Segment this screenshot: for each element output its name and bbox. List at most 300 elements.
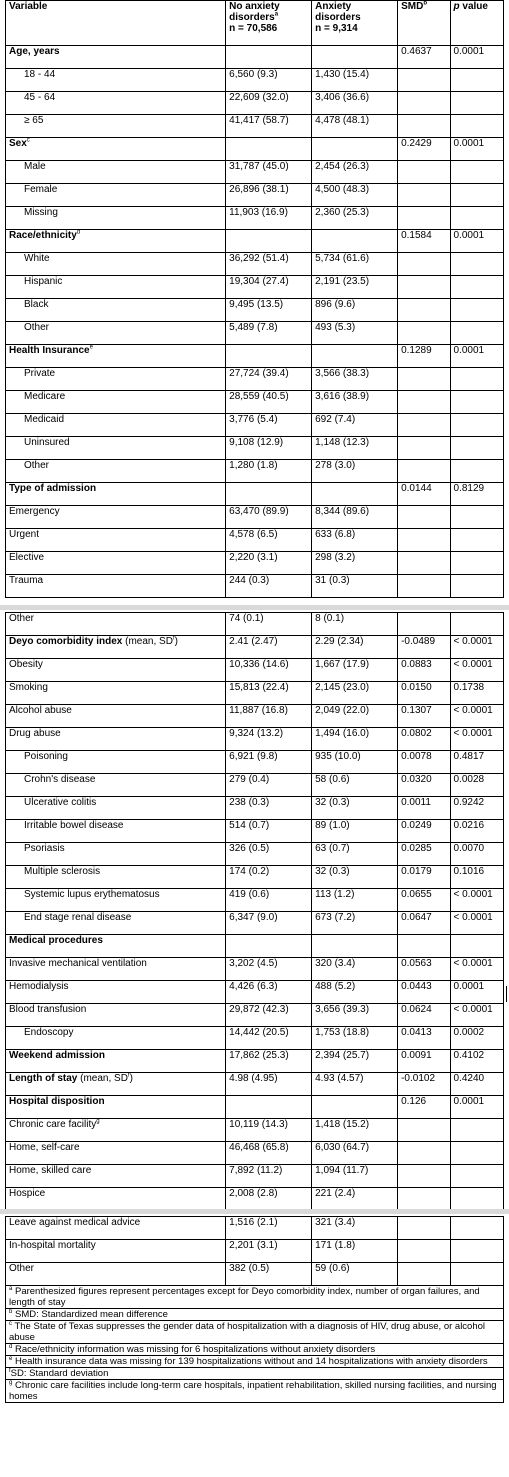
variable-cell — [6, 843, 226, 866]
table-row — [6, 1096, 504, 1119]
page-break — [0, 1209, 509, 1214]
anxiety-cell: 32 (0.3) — [312, 797, 398, 820]
variable-cell — [6, 46, 226, 69]
no-anxiety-cell: 11,903 (16.9) — [226, 207, 312, 230]
variable-cell — [6, 1073, 226, 1096]
variable-cell — [6, 958, 226, 981]
anxiety-cell: 5,734 (61.6) — [312, 253, 398, 276]
table-row — [6, 483, 504, 506]
smd-cell — [398, 1240, 450, 1263]
footnote-cell — [6, 1309, 504, 1321]
p-value-cell: < 0.0001 — [450, 912, 504, 935]
p-value-cell: 0.4240 — [450, 1073, 504, 1096]
smd-cell: 0.0179 — [398, 866, 450, 889]
variable-label: Leave against medical advice — [9, 1217, 141, 1228]
footnote-row — [6, 1286, 504, 1309]
table-row — [6, 889, 504, 912]
smd-cell — [398, 92, 450, 115]
margin-mark — [506, 986, 507, 1002]
anxiety-cell: 1,094 (11.7) — [312, 1165, 398, 1188]
no-anxiety-cell: 4,426 (6.3) — [226, 981, 312, 1004]
footnote-marker: a — [9, 1285, 13, 1292]
p-value-cell — [450, 529, 504, 552]
variable-label: Endoscopy — [24, 1027, 74, 1038]
no-anxiety-cell: 15,813 (22.4) — [226, 682, 312, 705]
p-value-cell — [450, 1263, 504, 1286]
no-anxiety-cell — [226, 483, 312, 506]
p-value-cell — [450, 184, 504, 207]
anxiety-cell: 89 (1.0) — [312, 820, 398, 843]
smd-cell — [398, 184, 450, 207]
table-row — [6, 958, 504, 981]
p-value-cell: 0.0001 — [450, 1096, 504, 1119]
anxiety-cell: 896 (9.6) — [312, 299, 398, 322]
table-row — [6, 46, 504, 69]
anxiety-cell: 1,430 (15.4) — [312, 69, 398, 92]
variable-cell — [6, 1096, 226, 1119]
smd-cell: 0.126 — [398, 1096, 450, 1119]
p-value-cell: < 0.0001 — [450, 659, 504, 682]
table-row — [6, 1188, 504, 1211]
no-anxiety-cell: 3,202 (4.5) — [226, 958, 312, 981]
no-anxiety-cell: 74 (0.1) — [226, 613, 312, 636]
no-anxiety-cell — [226, 230, 312, 253]
p-value-cell: 0.4817 — [450, 751, 504, 774]
p-value-cell — [450, 299, 504, 322]
table-row — [6, 613, 504, 636]
anxiety-cell: 2,454 (26.3) — [312, 161, 398, 184]
smd-cell: 0.0011 — [398, 797, 450, 820]
table-segment-2 — [5, 612, 504, 1211]
p-value-cell — [450, 368, 504, 391]
p-value-cell — [450, 1240, 504, 1263]
variable-cell — [6, 575, 226, 598]
anxiety-cell: 3,406 (36.6) — [312, 92, 398, 115]
table-row — [6, 820, 504, 843]
no-anxiety-cell: 10,119 (14.3) — [226, 1119, 312, 1142]
anxiety-cell: 8 (0.1) — [312, 613, 398, 636]
smd-cell: 0.0078 — [398, 751, 450, 774]
variable-cell — [6, 797, 226, 820]
table-row — [6, 276, 504, 299]
table-row — [6, 751, 504, 774]
no-anxiety-cell — [226, 1096, 312, 1119]
anxiety-cell: 3,656 (39.3) — [312, 1004, 398, 1027]
footnote-text: Chronic care facilities include long-term care hospitals, inpatient rehabilitation, skilled nursing facilities, and nursing homes — [9, 1380, 497, 1402]
header-smd: SMD$^b$ — [398, 1, 450, 46]
no-anxiety-cell: 36,292 (51.4) — [226, 253, 312, 276]
anxiety-cell: 320 (3.4) — [312, 958, 398, 981]
variable-label: Crohn's disease — [24, 774, 96, 785]
variable-cell — [6, 705, 226, 728]
no-anxiety-cell: 1,516 (2.1) — [226, 1217, 312, 1240]
smd-cell: -0.0102 — [398, 1073, 450, 1096]
p-value-cell — [450, 437, 504, 460]
footnote-cell — [6, 1380, 504, 1403]
variable-cell — [6, 207, 226, 230]
variable-label: Home, self-care — [9, 1142, 80, 1153]
table-segment-1 — [5, 0, 504, 598]
anxiety-cell: 278 (3.0) — [312, 460, 398, 483]
table-row — [6, 1050, 504, 1073]
data-table — [5, 612, 504, 1211]
variable-cell — [6, 1188, 226, 1211]
footnote-cell — [6, 1356, 504, 1368]
anxiety-cell: 3,616 (38.9) — [312, 391, 398, 414]
variable-cell — [6, 1217, 226, 1240]
smd-cell: 0.0091 — [398, 1050, 450, 1073]
footnote-text: Parenthesized figures represent percentages except for Deyo comorbidity index, number of organ failures, and length of stay — [9, 1286, 480, 1308]
footnote-cell — [6, 1368, 504, 1380]
variable-label: Invasive mechanical ventilation — [9, 958, 147, 969]
variable-label: Female — [24, 184, 58, 195]
variable-label: Weekend admission — [9, 1050, 105, 1061]
variable-label: Systemic lupus erythematosus — [24, 889, 160, 900]
smd-cell — [398, 1217, 450, 1240]
variable-label: Hispanic — [24, 276, 63, 287]
variable-cell — [6, 613, 226, 636]
no-anxiety-cell: 28,559 (40.5) — [226, 391, 312, 414]
variable-cell — [6, 1142, 226, 1165]
p-value-cell — [450, 414, 504, 437]
no-anxiety-cell: 41,417 (58.7) — [226, 115, 312, 138]
table-row — [6, 912, 504, 935]
variable-label: Chronic care facility — [9, 1119, 97, 1130]
smd-cell: 0.0285 — [398, 843, 450, 866]
table-row — [6, 575, 504, 598]
variable-label: Hemodialysis — [9, 981, 69, 992]
footnote-text: Health insurance data was missing for 139 hospitalizations without and 14 hospitalizations with anxiety disorders — [12, 1356, 488, 1367]
no-anxiety-cell: 382 (0.5) — [226, 1263, 312, 1286]
variable-cell — [6, 138, 226, 161]
variable-label: Hospital disposition — [9, 1096, 105, 1107]
footnote-marker: e — [89, 344, 93, 351]
table-row — [6, 460, 504, 483]
smd-cell — [398, 207, 450, 230]
variable-label: White — [24, 253, 50, 264]
smd-cell — [398, 575, 450, 598]
variable-label: Smoking — [9, 682, 48, 693]
p-value-cell: 0.1016 — [450, 866, 504, 889]
smd-cell: 0.0144 — [398, 483, 450, 506]
variable-cell — [6, 552, 226, 575]
table-row — [6, 230, 504, 253]
smd-cell: 0.0563 — [398, 958, 450, 981]
anxiety-cell: 2,191 (23.5) — [312, 276, 398, 299]
variable-label: Black — [24, 299, 49, 310]
smd-cell — [398, 460, 450, 483]
no-anxiety-cell: 238 (0.3) — [226, 797, 312, 820]
variable-cell — [6, 1004, 226, 1027]
anxiety-cell: 321 (3.4) — [312, 1217, 398, 1240]
p-value-cell: 0.8129 — [450, 483, 504, 506]
p-value-cell — [450, 322, 504, 345]
no-anxiety-cell: 10,336 (14.6) — [226, 659, 312, 682]
variable-cell — [6, 460, 226, 483]
variable-cell — [6, 1165, 226, 1188]
variable-label: Length of stay — [9, 1073, 78, 1084]
p-value-cell — [450, 1217, 504, 1240]
variable-label: Male — [24, 161, 46, 172]
variable-label: Psoriasis — [24, 843, 65, 854]
p-value-cell — [450, 1165, 504, 1188]
no-anxiety-cell: 2,220 (3.1) — [226, 552, 312, 575]
header-no-anxiety: No anxiety disorders$^a$ n = 70,586 — [226, 1, 312, 46]
p-value-cell — [450, 207, 504, 230]
smd-cell: 0.2429 — [398, 138, 450, 161]
anxiety-cell: 171 (1.8) — [312, 1240, 398, 1263]
variable-cell — [6, 636, 226, 659]
smd-cell — [398, 1142, 450, 1165]
smd-cell — [398, 276, 450, 299]
variable-label: Drug abuse — [9, 728, 61, 739]
smd-cell — [398, 529, 450, 552]
smd-cell — [398, 115, 450, 138]
variable-label: Emergency — [9, 506, 60, 517]
variable-cell — [6, 1119, 226, 1142]
p-value-cell: < 0.0001 — [450, 1004, 504, 1027]
no-anxiety-cell: 14,442 (20.5) — [226, 1027, 312, 1050]
variable-cell — [6, 230, 226, 253]
p-value-cell: 0.0001 — [450, 46, 504, 69]
no-anxiety-cell: 17,862 (25.3) — [226, 1050, 312, 1073]
footnote-row — [6, 1356, 504, 1368]
variable-cell — [6, 682, 226, 705]
variable-label: Ulcerative colitis — [24, 797, 97, 808]
anxiety-cell — [312, 230, 398, 253]
anxiety-cell: 488 (5.2) — [312, 981, 398, 1004]
variable-label: Sex — [9, 138, 27, 149]
variable-cell — [6, 981, 226, 1004]
p-value-cell: 0.0028 — [450, 774, 504, 797]
p-value-cell — [450, 69, 504, 92]
smd-cell — [398, 506, 450, 529]
no-anxiety-cell: 514 (0.7) — [226, 820, 312, 843]
variable-cell — [6, 184, 226, 207]
footnote-marker: g — [96, 1118, 100, 1125]
no-anxiety-cell: 4.98 (4.95) — [226, 1073, 312, 1096]
anxiety-cell: 935 (10.0) — [312, 751, 398, 774]
variable-label: Private — [24, 368, 56, 379]
p-value-cell: < 0.0001 — [450, 958, 504, 981]
table-row — [6, 1004, 504, 1027]
table-row — [6, 1119, 504, 1142]
p-value-cell — [450, 391, 504, 414]
page-break — [0, 605, 509, 610]
anxiety-cell: 298 (3.2) — [312, 552, 398, 575]
no-anxiety-cell: 19,304 (27.4) — [226, 276, 312, 299]
variable-label: End stage renal disease — [24, 912, 132, 923]
variable-cell — [6, 437, 226, 460]
smd-cell: 0.0150 — [398, 682, 450, 705]
smd-cell — [398, 391, 450, 414]
variable-cell — [6, 368, 226, 391]
p-value-cell: < 0.0001 — [450, 728, 504, 751]
table-row — [6, 866, 504, 889]
variable-label: Other — [9, 1263, 35, 1274]
p-value-cell — [450, 1119, 504, 1142]
table-row — [6, 184, 504, 207]
anxiety-cell: 113 (1.2) — [312, 889, 398, 912]
anxiety-cell: 31 (0.3) — [312, 575, 398, 598]
variable-cell — [6, 92, 226, 115]
smd-cell — [398, 414, 450, 437]
table-row — [6, 797, 504, 820]
no-anxiety-cell: 174 (0.2) — [226, 866, 312, 889]
table-row — [6, 682, 504, 705]
anxiety-cell: 2,049 (22.0) — [312, 705, 398, 728]
variable-cell — [6, 299, 226, 322]
no-anxiety-cell: 5,489 (7.8) — [226, 322, 312, 345]
smd-cell: 0.4637 — [398, 46, 450, 69]
no-anxiety-cell — [226, 138, 312, 161]
table-row — [6, 705, 504, 728]
variable-suffix-close: ) — [129, 1073, 133, 1084]
anxiety-cell — [312, 483, 398, 506]
no-anxiety-cell: 244 (0.3) — [226, 575, 312, 598]
variable-label: ≥ 65 — [24, 115, 44, 126]
header-p-value: p value — [450, 1, 504, 46]
footnote-marker: b — [9, 1308, 13, 1315]
variable-cell — [6, 912, 226, 935]
table-row — [6, 552, 504, 575]
table-row — [6, 728, 504, 751]
smd-cell — [398, 69, 450, 92]
p-value-cell: < 0.0001 — [450, 636, 504, 659]
variable-cell — [6, 866, 226, 889]
table-row — [6, 935, 504, 958]
footnote-marker: d — [9, 1343, 13, 1350]
no-anxiety-cell: 7,892 (11.2) — [226, 1165, 312, 1188]
footnote-row — [6, 1368, 504, 1380]
footnote-text: SD: Standard deviation — [10, 1368, 109, 1379]
smd-cell: -0.0489 — [398, 636, 450, 659]
anxiety-cell: 4.93 (4.57) — [312, 1073, 398, 1096]
anxiety-cell: 221 (2.4) — [312, 1188, 398, 1211]
smd-cell: 0.0802 — [398, 728, 450, 751]
p-value-cell — [450, 935, 504, 958]
p-value-cell: 0.0001 — [450, 138, 504, 161]
smd-cell: 0.0413 — [398, 1027, 450, 1050]
footnote-text: The State of Texas suppresses the gender data of hospitalization with a diagnosis of HIV, drug abuse, or alcohol abuse — [9, 1321, 486, 1343]
p-value-cell: 0.4102 — [450, 1050, 504, 1073]
table-row — [6, 69, 504, 92]
no-anxiety-cell: 326 (0.5) — [226, 843, 312, 866]
footnote-cell — [6, 1344, 504, 1356]
table-row — [6, 843, 504, 866]
variable-label: Hospice — [9, 1188, 46, 1199]
no-anxiety-cell: 27,724 (39.4) — [226, 368, 312, 391]
smd-cell: 0.0320 — [398, 774, 450, 797]
smd-cell — [398, 1165, 450, 1188]
anxiety-cell — [312, 345, 398, 368]
variable-cell — [6, 345, 226, 368]
variable-cell — [6, 276, 226, 299]
variable-label: In-hospital mortality — [9, 1240, 96, 1251]
variable-suffix: (mean, SD — [122, 636, 173, 647]
variable-cell — [6, 728, 226, 751]
smd-cell — [398, 161, 450, 184]
no-anxiety-cell: 9,108 (12.9) — [226, 437, 312, 460]
anxiety-cell: 633 (6.8) — [312, 529, 398, 552]
table-row — [6, 414, 504, 437]
smd-cell — [398, 299, 450, 322]
no-anxiety-cell: 6,560 (9.3) — [226, 69, 312, 92]
table-row — [6, 1027, 504, 1050]
table-row — [6, 1165, 504, 1188]
variable-cell — [6, 1050, 226, 1073]
variable-cell — [6, 115, 226, 138]
table-row — [6, 636, 504, 659]
p-value-cell — [450, 253, 504, 276]
anxiety-cell — [312, 138, 398, 161]
variable-cell — [6, 483, 226, 506]
footnote-marker: f — [127, 1072, 130, 1079]
variable-label: Other — [24, 460, 50, 471]
anxiety-cell: 58 (0.6) — [312, 774, 398, 797]
variable-cell — [6, 322, 226, 345]
variable-label: Health Insurance — [9, 345, 90, 356]
footnote-marker: d — [76, 229, 81, 236]
footnote-marker: c — [9, 1320, 12, 1327]
p-value-cell — [450, 161, 504, 184]
variable-cell — [6, 820, 226, 843]
variable-cell — [6, 253, 226, 276]
p-value-cell — [450, 1188, 504, 1211]
table-row — [6, 115, 504, 138]
table-row — [6, 322, 504, 345]
p-value-cell: 0.9242 — [450, 797, 504, 820]
anxiety-cell: 1,418 (15.2) — [312, 1119, 398, 1142]
data-table — [5, 1216, 504, 1403]
p-value-cell: < 0.0001 — [450, 705, 504, 728]
no-anxiety-cell: 31,787 (45.0) — [226, 161, 312, 184]
smd-cell: 0.0443 — [398, 981, 450, 1004]
variable-suffix-close: ) — [174, 636, 178, 647]
smd-cell — [398, 322, 450, 345]
p-value-cell — [450, 506, 504, 529]
variable-label: Deyo comorbidity index — [9, 636, 123, 647]
variable-label: Type of admission — [9, 483, 97, 494]
variable-label: 18 - 44 — [24, 69, 56, 80]
anxiety-cell: 2,394 (25.7) — [312, 1050, 398, 1073]
variable-label: Medical procedures — [9, 935, 103, 946]
p-value-cell — [450, 115, 504, 138]
p-value-cell — [450, 552, 504, 575]
no-anxiety-cell: 279 (0.4) — [226, 774, 312, 797]
variable-label: Missing — [24, 207, 58, 218]
table-row — [6, 1240, 504, 1263]
table-row — [6, 207, 504, 230]
smd-cell — [398, 1188, 450, 1211]
table-row — [6, 981, 504, 1004]
p-value-cell: 0.0001 — [450, 345, 504, 368]
smd-cell — [398, 1263, 450, 1286]
variable-cell — [6, 1027, 226, 1050]
header-variable: Variable — [6, 1, 226, 46]
table-row — [6, 1073, 504, 1096]
table-row — [6, 92, 504, 115]
smd-cell — [398, 368, 450, 391]
smd-cell — [398, 1119, 450, 1142]
no-anxiety-cell: 26,896 (38.1) — [226, 184, 312, 207]
no-anxiety-cell: 3,776 (5.4) — [226, 414, 312, 437]
variable-cell — [6, 935, 226, 958]
p-value-cell — [450, 613, 504, 636]
variable-cell — [6, 69, 226, 92]
variable-label: Medicaid — [24, 414, 65, 425]
variable-cell — [6, 1240, 226, 1263]
